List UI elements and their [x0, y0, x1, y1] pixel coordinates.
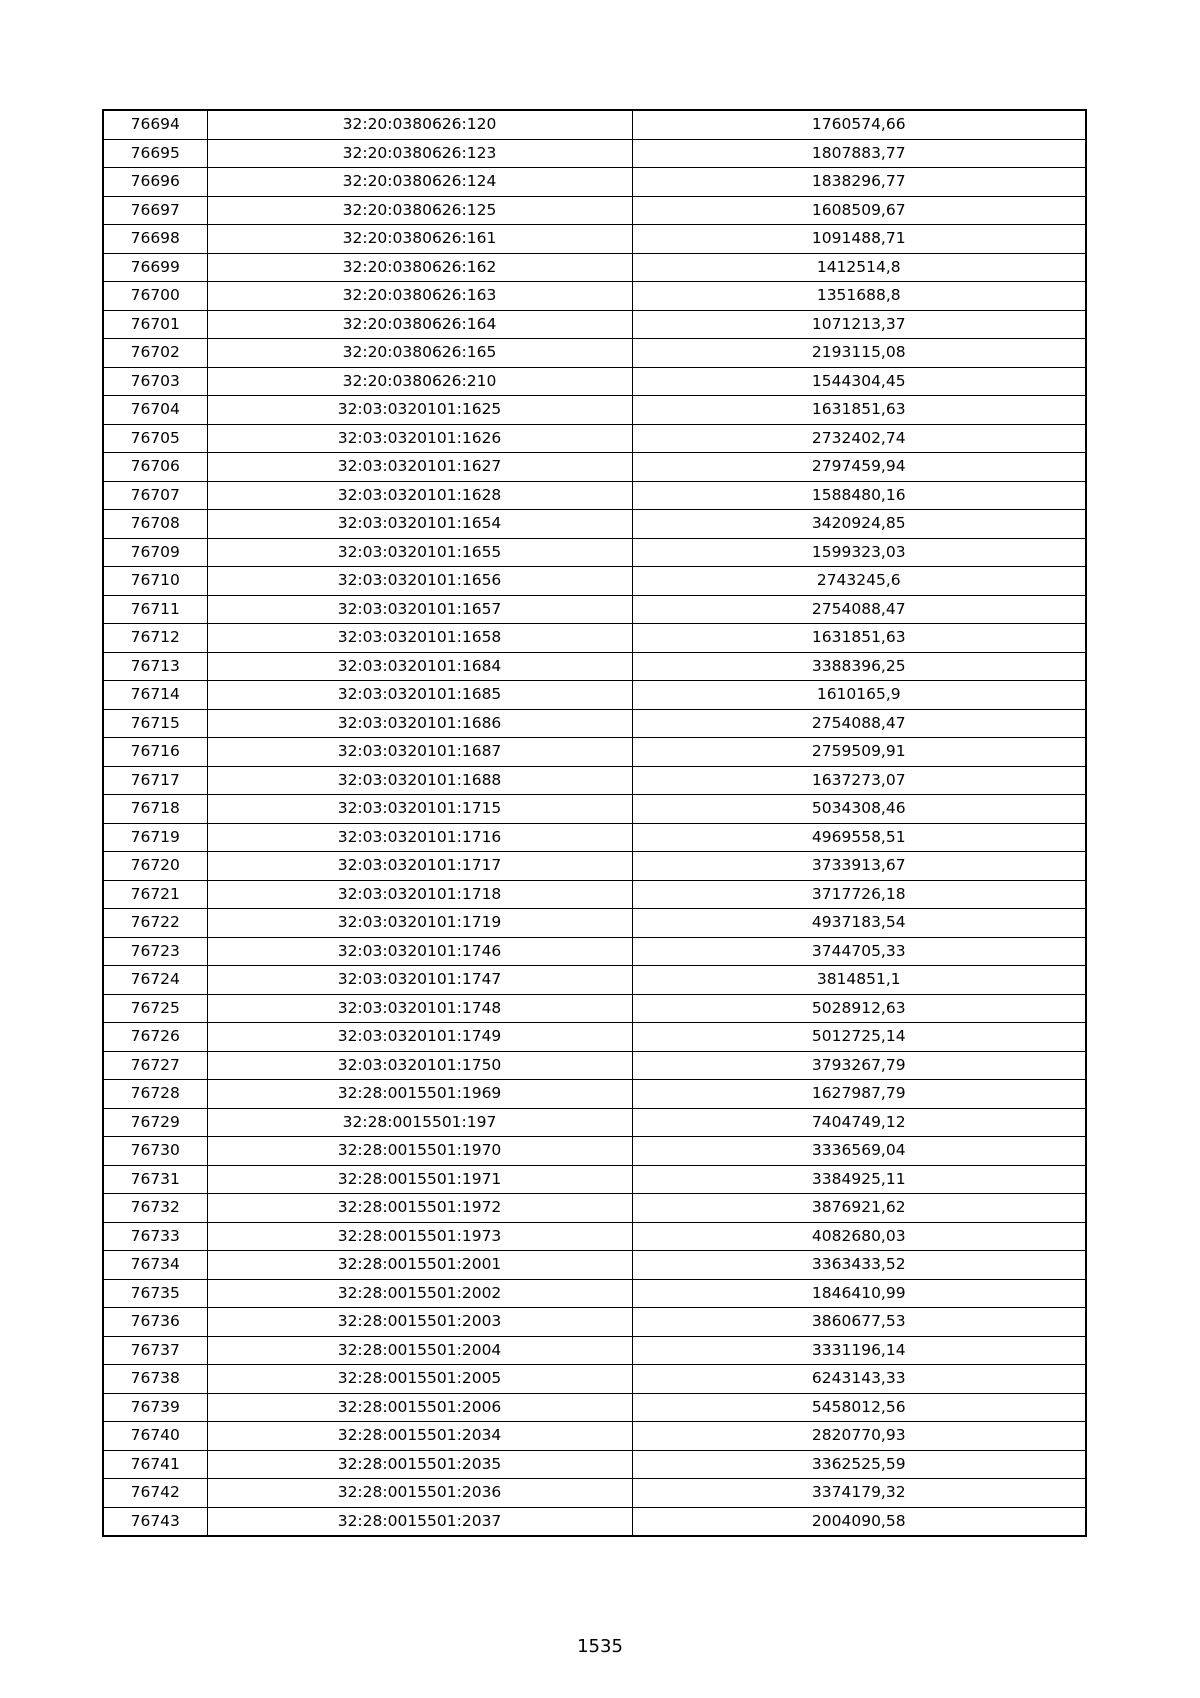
cadastral-number-cell: 32:03:0320101:1628 [207, 481, 632, 510]
cadastral-number-cell: 32:28:0015501:1971 [207, 1165, 632, 1194]
cadastral-value-cell: 3744705,33 [632, 937, 1086, 966]
cadastral-number-cell: 32:03:0320101:1718 [207, 880, 632, 909]
row-number-cell: 76737 [103, 1336, 207, 1365]
row-number-cell: 76719 [103, 823, 207, 852]
row-number-cell: 76715 [103, 709, 207, 738]
table-row [103, 168, 1086, 197]
row-number-cell: 76728 [103, 1080, 207, 1109]
row-number-cell: 76734 [103, 1251, 207, 1280]
table-row [103, 823, 1086, 852]
page-number: 1535 [577, 1636, 623, 1657]
cadastral-value-cell: 2193115,08 [632, 339, 1086, 368]
cadastral-value-cell: 1588480,16 [632, 481, 1086, 510]
cadastral-value-cell: 2797459,94 [632, 453, 1086, 482]
table-row [103, 139, 1086, 168]
row-number-cell: 76702 [103, 339, 207, 368]
table-row [103, 852, 1086, 881]
cadastral-number-cell: 32:20:0380626:124 [207, 168, 632, 197]
row-number-cell: 76703 [103, 367, 207, 396]
cadastral-number-cell: 32:03:0320101:1688 [207, 766, 632, 795]
row-number-cell: 76723 [103, 937, 207, 966]
cadastral-value-cell: 3331196,14 [632, 1336, 1086, 1365]
cadastral-value-cell: 1631851,63 [632, 624, 1086, 653]
cadastral-number-cell: 32:03:0320101:1687 [207, 738, 632, 767]
row-number-cell: 76717 [103, 766, 207, 795]
cadastral-value-cell: 2004090,58 [632, 1507, 1086, 1536]
cadastral-number-cell: 32:28:0015501:2037 [207, 1507, 632, 1536]
cadastral-number-cell: 32:20:0380626:120 [207, 110, 632, 139]
table-row [103, 1051, 1086, 1080]
table-row [103, 966, 1086, 995]
table-row [103, 225, 1086, 254]
table-row [103, 1422, 1086, 1451]
row-number-cell: 76740 [103, 1422, 207, 1451]
cadastral-number-cell: 32:28:0015501:2002 [207, 1279, 632, 1308]
cadastral-value-cell: 4937183,54 [632, 909, 1086, 938]
row-number-cell: 76695 [103, 139, 207, 168]
row-number-cell: 76743 [103, 1507, 207, 1536]
cadastral-number-cell: 32:03:0320101:1748 [207, 994, 632, 1023]
cadastral-number-cell: 32:03:0320101:1719 [207, 909, 632, 938]
cadastral-value-cell: 2732402,74 [632, 424, 1086, 453]
table-row [103, 1137, 1086, 1166]
cadastral-value-cell: 3363433,52 [632, 1251, 1086, 1280]
row-number-cell: 76712 [103, 624, 207, 653]
cadastral-number-cell: 32:20:0380626:162 [207, 253, 632, 282]
cadastral-value-cell: 2754088,47 [632, 595, 1086, 624]
table-row [103, 880, 1086, 909]
cadastral-value-cell: 4969558,51 [632, 823, 1086, 852]
cadastral-number-cell: 32:28:0015501:2035 [207, 1450, 632, 1479]
row-number-cell: 76706 [103, 453, 207, 482]
table-row [103, 937, 1086, 966]
row-number-cell: 76701 [103, 310, 207, 339]
cadastral-value-cell: 3388396,25 [632, 652, 1086, 681]
table-row [103, 538, 1086, 567]
cadastral-number-cell: 32:28:0015501:2003 [207, 1308, 632, 1337]
table-row [103, 1023, 1086, 1052]
cadastral-value-cell: 5028912,63 [632, 994, 1086, 1023]
table-row [103, 1365, 1086, 1394]
cadastral-number-cell: 32:03:0320101:1626 [207, 424, 632, 453]
cadastral-value-cell: 3814851,1 [632, 966, 1086, 995]
cadastral-value-cell: 1071213,37 [632, 310, 1086, 339]
cadastral-number-cell: 32:03:0320101:1747 [207, 966, 632, 995]
row-number-cell: 76713 [103, 652, 207, 681]
cadastral-number-cell: 32:28:0015501:2036 [207, 1479, 632, 1508]
table-row [103, 652, 1086, 681]
row-number-cell: 76722 [103, 909, 207, 938]
table-row [103, 567, 1086, 596]
cadastral-value-cell: 1610165,9 [632, 681, 1086, 710]
table-row [103, 1336, 1086, 1365]
row-number-cell: 76735 [103, 1279, 207, 1308]
cadastral-value-cell: 3384925,11 [632, 1165, 1086, 1194]
cadastral-value-cell: 2759509,91 [632, 738, 1086, 767]
table-row [103, 624, 1086, 653]
cadastral-value-cell: 4082680,03 [632, 1222, 1086, 1251]
table-row [103, 795, 1086, 824]
table-row [103, 1450, 1086, 1479]
row-number-cell: 76716 [103, 738, 207, 767]
row-number-cell: 76724 [103, 966, 207, 995]
cadastral-value-cell: 3336569,04 [632, 1137, 1086, 1166]
table-row [103, 310, 1086, 339]
table-row [103, 253, 1086, 282]
cadastral-number-cell: 32:20:0380626:165 [207, 339, 632, 368]
cadastral-value-cell: 1608509,67 [632, 196, 1086, 225]
cadastral-number-cell: 32:03:0320101:1684 [207, 652, 632, 681]
table-row [103, 1393, 1086, 1422]
cadastral-value-cell: 1351688,8 [632, 282, 1086, 311]
cadastral-number-cell: 32:03:0320101:1655 [207, 538, 632, 567]
cadastral-value-cell: 3876921,62 [632, 1194, 1086, 1223]
row-number-cell: 76730 [103, 1137, 207, 1166]
table-row [103, 282, 1086, 311]
table-row [103, 738, 1086, 767]
cadastral-number-cell: 32:03:0320101:1654 [207, 510, 632, 539]
cadastral-number-cell: 32:03:0320101:1749 [207, 1023, 632, 1052]
row-number-cell: 76711 [103, 595, 207, 624]
cadastral-number-cell: 32:03:0320101:1715 [207, 795, 632, 824]
row-number-cell: 76742 [103, 1479, 207, 1508]
table-row [103, 994, 1086, 1023]
row-number-cell: 76736 [103, 1308, 207, 1337]
cadastral-number-cell: 32:03:0320101:1716 [207, 823, 632, 852]
cadastral-number-cell: 32:28:0015501:1970 [207, 1137, 632, 1166]
cadastral-value-table [102, 109, 1087, 1537]
cadastral-number-cell: 32:28:0015501:2034 [207, 1422, 632, 1451]
cadastral-number-cell: 32:20:0380626:161 [207, 225, 632, 254]
cadastral-number-cell: 32:28:0015501:2004 [207, 1336, 632, 1365]
table-row [103, 681, 1086, 710]
table-row [103, 1308, 1086, 1337]
row-number-cell: 76733 [103, 1222, 207, 1251]
row-number-cell: 76725 [103, 994, 207, 1023]
cadastral-number-cell: 32:03:0320101:1746 [207, 937, 632, 966]
table-row [103, 453, 1086, 482]
cadastral-value-cell: 2743245,6 [632, 567, 1086, 596]
cadastral-number-cell: 32:03:0320101:1717 [207, 852, 632, 881]
table-row [103, 709, 1086, 738]
cadastral-value-cell: 3374179,32 [632, 1479, 1086, 1508]
table-row [103, 1108, 1086, 1137]
row-number-cell: 76696 [103, 168, 207, 197]
cadastral-value-cell: 1631851,63 [632, 396, 1086, 425]
cadastral-number-cell: 32:28:0015501:1973 [207, 1222, 632, 1251]
row-number-cell: 76700 [103, 282, 207, 311]
row-number-cell: 76710 [103, 567, 207, 596]
table-row [103, 196, 1086, 225]
cadastral-value-cell: 3362525,59 [632, 1450, 1086, 1479]
table-row [103, 1080, 1086, 1109]
cadastral-value-cell: 3860677,53 [632, 1308, 1086, 1337]
row-number-cell: 76738 [103, 1365, 207, 1394]
table-row [103, 1507, 1086, 1536]
table-row [103, 110, 1086, 139]
cadastral-value-cell: 1412514,8 [632, 253, 1086, 282]
cadastral-number-cell: 32:20:0380626:125 [207, 196, 632, 225]
table-row [103, 510, 1086, 539]
row-number-cell: 76694 [103, 110, 207, 139]
cadastral-value-cell: 2754088,47 [632, 709, 1086, 738]
cadastral-value-cell: 5012725,14 [632, 1023, 1086, 1052]
cadastral-number-cell: 32:03:0320101:1625 [207, 396, 632, 425]
cadastral-value-cell: 1807883,77 [632, 139, 1086, 168]
table-row [103, 339, 1086, 368]
row-number-cell: 76726 [103, 1023, 207, 1052]
cadastral-number-cell: 32:03:0320101:1627 [207, 453, 632, 482]
cadastral-number-cell: 32:28:0015501:197 [207, 1108, 632, 1137]
cadastral-number-cell: 32:03:0320101:1657 [207, 595, 632, 624]
row-number-cell: 76714 [103, 681, 207, 710]
cadastral-number-cell: 32:20:0380626:163 [207, 282, 632, 311]
row-number-cell: 76705 [103, 424, 207, 453]
row-number-cell: 76699 [103, 253, 207, 282]
cadastral-number-cell: 32:28:0015501:2001 [207, 1251, 632, 1280]
row-number-cell: 76721 [103, 880, 207, 909]
cadastral-number-cell: 32:20:0380626:123 [207, 139, 632, 168]
cadastral-value-cell: 1838296,77 [632, 168, 1086, 197]
table-row [103, 481, 1086, 510]
cadastral-number-cell: 32:03:0320101:1750 [207, 1051, 632, 1080]
cadastral-number-cell: 32:28:0015501:1972 [207, 1194, 632, 1223]
row-number-cell: 76732 [103, 1194, 207, 1223]
row-number-cell: 76739 [103, 1393, 207, 1422]
cadastral-number-cell: 32:28:0015501:2006 [207, 1393, 632, 1422]
cadastral-number-cell: 32:20:0380626:210 [207, 367, 632, 396]
cadastral-number-cell: 32:28:0015501:1969 [207, 1080, 632, 1109]
table-row [103, 1194, 1086, 1223]
cadastral-value-cell: 6243143,33 [632, 1365, 1086, 1394]
cadastral-value-cell: 5034308,46 [632, 795, 1086, 824]
table-row [103, 396, 1086, 425]
cadastral-number-cell: 32:03:0320101:1685 [207, 681, 632, 710]
row-number-cell: 76708 [103, 510, 207, 539]
table-row [103, 367, 1086, 396]
cadastral-value-cell: 1637273,07 [632, 766, 1086, 795]
cadastral-number-cell: 32:20:0380626:164 [207, 310, 632, 339]
table-row [103, 1165, 1086, 1194]
table-row [103, 1479, 1086, 1508]
row-number-cell: 76707 [103, 481, 207, 510]
row-number-cell: 76727 [103, 1051, 207, 1080]
cadastral-value-cell: 7404749,12 [632, 1108, 1086, 1137]
cadastral-value-cell: 3793267,79 [632, 1051, 1086, 1080]
row-number-cell: 76718 [103, 795, 207, 824]
row-number-cell: 76720 [103, 852, 207, 881]
cadastral-value-cell: 3733913,67 [632, 852, 1086, 881]
cadastral-number-cell: 32:03:0320101:1658 [207, 624, 632, 653]
cadastral-value-cell: 1627987,79 [632, 1080, 1086, 1109]
row-number-cell: 76698 [103, 225, 207, 254]
cadastral-number-cell: 32:28:0015501:2005 [207, 1365, 632, 1394]
table-body [103, 110, 1086, 1536]
cadastral-number-cell: 32:03:0320101:1686 [207, 709, 632, 738]
cadastral-value-cell: 1846410,99 [632, 1279, 1086, 1308]
table-row [103, 766, 1086, 795]
cadastral-number-cell: 32:03:0320101:1656 [207, 567, 632, 596]
cadastral-value-cell: 3717726,18 [632, 880, 1086, 909]
row-number-cell: 76731 [103, 1165, 207, 1194]
table-row [103, 1222, 1086, 1251]
table-row [103, 909, 1086, 938]
table-row [103, 595, 1086, 624]
row-number-cell: 76704 [103, 396, 207, 425]
row-number-cell: 76729 [103, 1108, 207, 1137]
cadastral-value-cell: 1599323,03 [632, 538, 1086, 567]
cadastral-value-cell: 2820770,93 [632, 1422, 1086, 1451]
row-number-cell: 76741 [103, 1450, 207, 1479]
row-number-cell: 76697 [103, 196, 207, 225]
table-row [103, 424, 1086, 453]
row-number-cell: 76709 [103, 538, 207, 567]
cadastral-value-cell: 3420924,85 [632, 510, 1086, 539]
cadastral-value-cell: 1091488,71 [632, 225, 1086, 254]
cadastral-value-cell: 5458012,56 [632, 1393, 1086, 1422]
cadastral-value-cell: 1544304,45 [632, 367, 1086, 396]
table-row [103, 1251, 1086, 1280]
table-row [103, 1279, 1086, 1308]
cadastral-value-cell: 1760574,66 [632, 110, 1086, 139]
